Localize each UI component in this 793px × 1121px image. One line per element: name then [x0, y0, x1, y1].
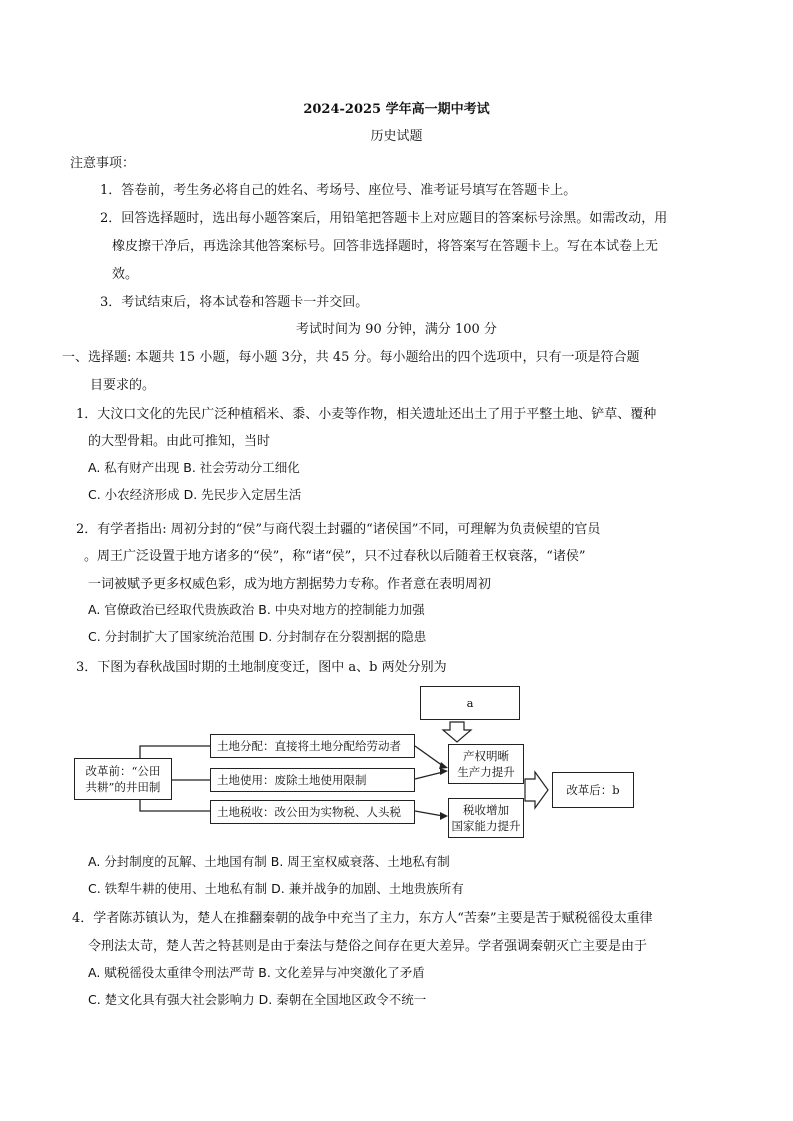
- question-2-stem-cont: 。周王广泛设置于地方诸多的“侯”，称“诸“侯”，只不过春秋以后随着王权衰落，“诸侯”: [84, 549, 586, 564]
- question-3-stem: 3．下图为春秋战国时期的土地制度变迁，图中 a、b 两处分别为: [76, 660, 447, 675]
- section-heading: 一、选择题: 本题共 15 小题，每小题 3分，共 45 分。每小题给出的四个选项中，只有一项是符合题: [62, 350, 640, 365]
- notice-item-2: 2．回答选择题时，选出每小题答案后，用铅笔把答题卡上对应题目的答案标号涂黑。如需改动，用: [100, 211, 668, 226]
- diagram-box-tax: 土地税收：改公田为实物税、人头税: [210, 800, 415, 824]
- question-4-options-ab: A. 赋税徭役太重律令刑法严苛 B. 文化差异与冲突激化了矛盾: [88, 965, 425, 980]
- notice-item-2-cont: 橡皮擦干净后，再选涂其他答案标号。回答非选择题时，将答案写在答题卡上。写在本试卷上无: [112, 239, 659, 254]
- question-3-options-cd: C. 铁犁牛耕的使用、土地私有制 D. 兼并战争的加剧、土地贵族所有: [88, 881, 464, 896]
- notice-item-3: 3．考试结束后，将本试卷和答题卡一并交回。: [100, 295, 369, 310]
- diagram-result-2-line2: 国家能力提升: [451, 819, 521, 833]
- diagram-box-usage: 土地使用：废除土地使用限制: [210, 768, 415, 792]
- notice-item-2-end: 效。: [112, 267, 139, 282]
- exam-time-line: 考试时间为 90 分钟，满分 100 分: [296, 322, 497, 337]
- diagram-box-result-1: [448, 744, 524, 784]
- exam-subtitle: 历史试题: [370, 129, 423, 144]
- diagram-before-line2: 共耕”的井田制: [85, 780, 161, 794]
- question-2-options-ab: A. 官僚政治已经取代贵族政治 B. 中央对地方的控制能力加强: [88, 602, 425, 617]
- diagram-before-line1: 改革前：“公田: [85, 764, 161, 778]
- question-4-stem: 4．学者陈苏镇认为，楚人在推翻秦朝的战争中充当了主力，东方人“苦秦”主要是苦于赋税徭役太重律: [72, 911, 653, 926]
- question-3-options-ab: A. 分封制度的瓦解、土地国有制 B. 周王室权威衰落、土地私有制: [88, 854, 450, 869]
- question-2-stem: 2．有学者指出: 周初分封的“侯”与商代裂土封疆的“诸侯国”不同，可理解为负责候望的官员: [76, 522, 601, 537]
- question-1-stem: 1．大汶口文化的先民广泛种植稻米、黍、小麦等作物，相关遗址还出土了用于平整土地、铲草、覆种: [76, 407, 657, 422]
- question-2-stem-end: 一词被赋予更多权威色彩，成为地方割据势力专称。作者意在表明周初: [88, 577, 492, 592]
- question-4-stem-cont: 令刑法太苛，楚人苦之特甚则是由于秦法与楚俗之间存在更大差异。学者强调秦朝灭亡主要是由于: [88, 939, 648, 954]
- diagram-box-distribution: 土地分配：直接将土地分配给劳动者: [210, 734, 415, 758]
- diagram-result-1-line1: 产权明晰: [463, 749, 509, 763]
- diagram-box-before: [74, 758, 172, 800]
- notice-heading: 注意事项：: [70, 156, 136, 171]
- diagram-box-result-2: [448, 798, 524, 838]
- question-1-options-cd: C. 小农经济形成 D. 先民步入定居生活: [88, 487, 302, 502]
- question-1-options-ab: A. 私有财产出现 B. 社会劳动分工细化: [88, 460, 300, 475]
- exam-title: 2024-2025 学年高一期中考试: [303, 102, 490, 117]
- diagram-box-after: 改革后：b: [552, 772, 634, 808]
- notice-item-1: 1．答卷前，考生务必将自己的姓名、考场号、座位号、准考证号填写在答题卡上。: [100, 183, 577, 198]
- diagram-result-1-line2: 生产力提升: [457, 765, 515, 779]
- diagram-box-a: a: [420, 686, 520, 720]
- question-2-options-cd: C. 分封制扩大了国家统治范围 D. 分封制存在分裂割据的隐患: [88, 629, 427, 644]
- question-4-options-cd: C. 楚文化具有强大社会影响力 D. 秦朝在全国地区政令不统一: [88, 992, 427, 1007]
- diagram-result-2-line1: 税收增加: [463, 803, 509, 817]
- question-1-stem-cont: 的大型骨耜。由此可推知，当时: [88, 434, 271, 449]
- section-heading-cont: 目要求的。: [90, 378, 156, 393]
- land-system-diagram: [70, 682, 550, 842]
